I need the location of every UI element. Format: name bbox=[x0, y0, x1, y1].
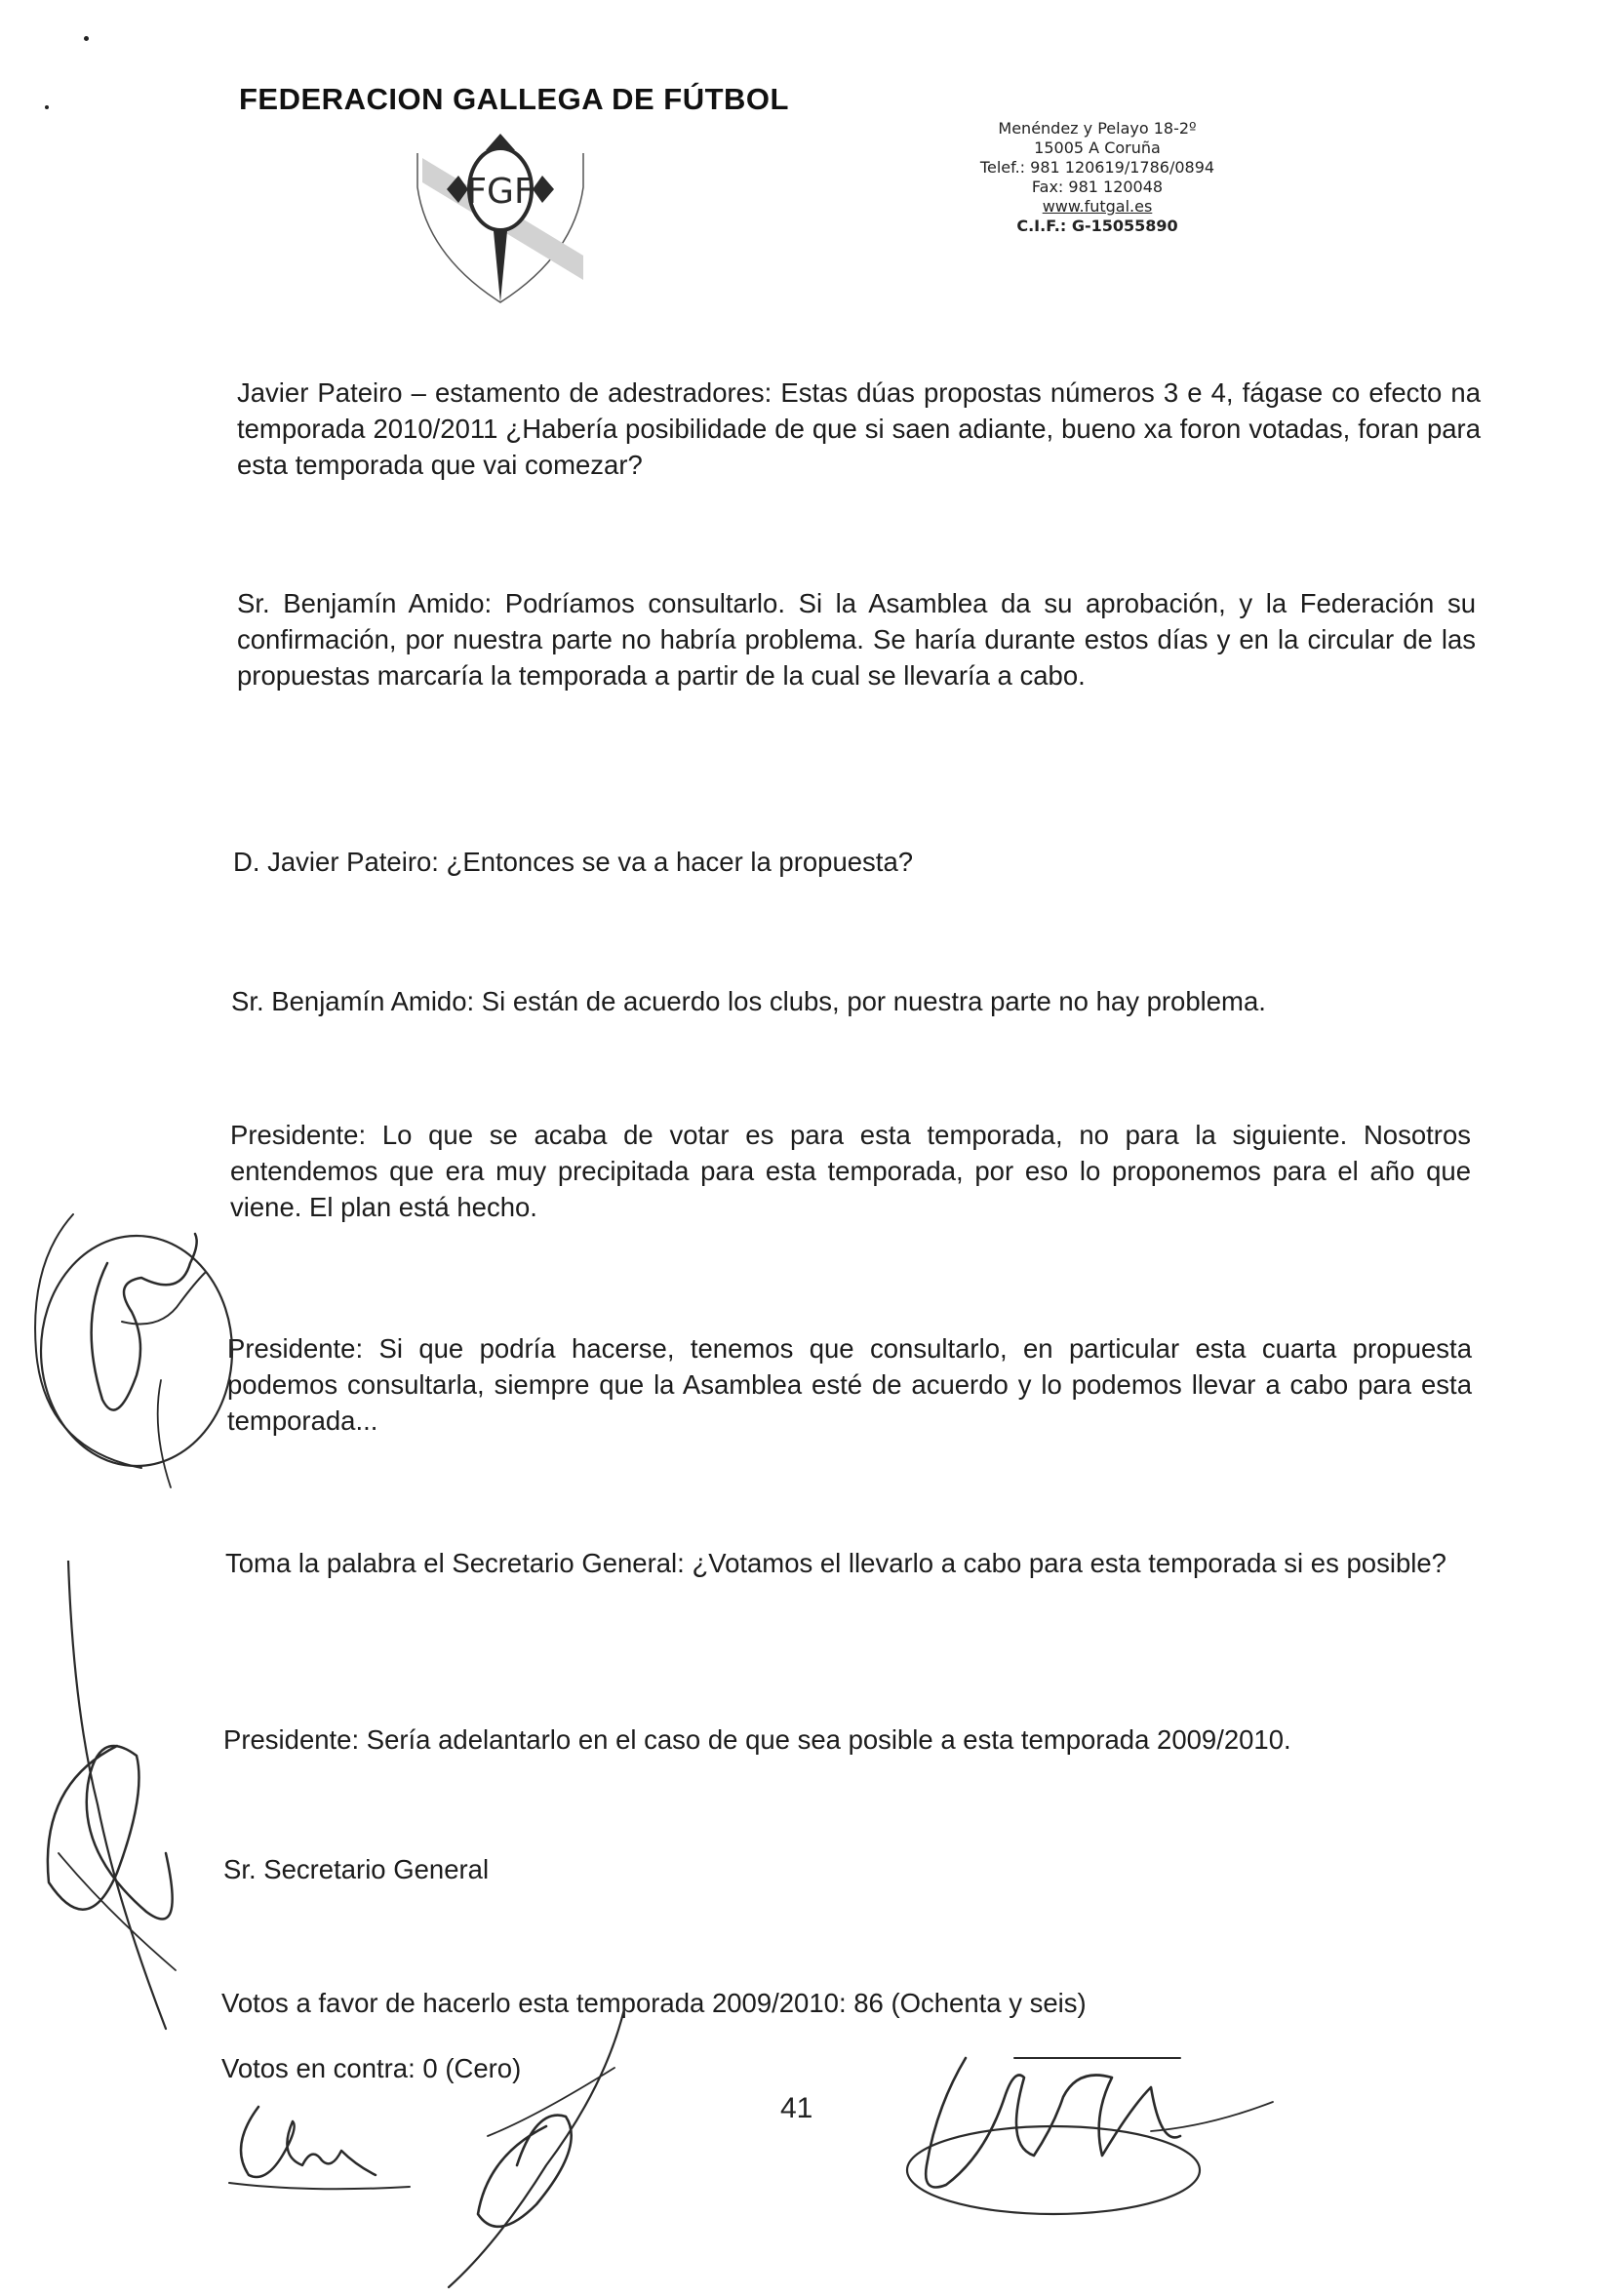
website-link[interactable]: www.futgal.es bbox=[1042, 197, 1153, 216]
margin-mark bbox=[45, 105, 49, 109]
paragraph-pateiro-followup: D. Javier Pateiro: ¿Entonces se va a hacer la propuesta? bbox=[233, 847, 914, 877]
paragraph-secretario-question: Toma la palabra el Secretario General: ¿Votamos el llevarlo a cabo para esta temporada si es posible? bbox=[225, 1548, 1446, 1578]
signature-bottom-left bbox=[219, 2068, 415, 2204]
paragraph-amido-agreement: Sr. Benjamín Amido: Si están de acuerdo los clubs, por nuestra parte no hay problema. bbox=[231, 986, 1266, 1016]
paragraph-presidente-2: Presidente: Si que podría hacerse, tenemos que consultarlo, en particular esta cuarta propuesta podemos consultarla, siempre que la Asamblea esté de acuerdo y lo podemos llevar a cabo para esta temporada... bbox=[227, 1333, 1472, 1436]
address-line: Menéndez y Pelayo 18-2º bbox=[998, 119, 1197, 138]
federation-logo bbox=[408, 129, 593, 304]
paragraph-presidente-3: Presidente: Sería adelantarlo en el caso de que sea posible a esta temporada 2009/2010. bbox=[223, 1724, 1291, 1755]
phone-line: Telef.: 981 120619/1786/0894 bbox=[979, 158, 1215, 177]
fax-line: Fax: 981 120048 bbox=[1031, 178, 1164, 196]
signature-left-circle bbox=[24, 1205, 249, 1507]
page-number: 41 bbox=[780, 2092, 813, 2124]
paragraph-secretario-label: Sr. Secretario General bbox=[223, 1854, 490, 1884]
address-line: 15005 A Coruña bbox=[1034, 139, 1161, 157]
organization-name: FEDERACION GALLEGA DE FÚTBOL bbox=[239, 82, 789, 116]
paragraph-pateiro-question: Javier Pateiro – estamento de adestradores: Estas dúas propostas números 3 e 4, fágase co efecto na temporada 2010/2011 ¿Habería posibilidade de que si saen adiante, bueno xa foron votadas, foran para esta temporada que vai comezar? bbox=[237, 377, 1481, 480]
margin-mark bbox=[84, 36, 89, 41]
votes-in-favor: Votos a favor de hacerlo esta temporada 2009/2010: 86 (Ochenta y seis) bbox=[221, 1988, 1087, 2018]
paragraph-presidente-1: Presidente: Lo que se acaba de votar es para esta temporada, no para la siguiente. Nosotros entendemos que era muy precipitada para esta temporada, por eso lo proponemos para el año que viene. El plan está hecho. bbox=[230, 1120, 1471, 1222]
votes-against: Votos en contra: 0 (Cero) bbox=[221, 2053, 522, 2083]
signature-bottom-center bbox=[429, 2009, 644, 2292]
contact-block bbox=[936, 119, 1258, 236]
paragraph-amido-reply: Sr. Benjamín Amido: Podríamos consultarlo. Si la Asamblea da su aprobación, y la Federación su confirmación, por nuestra parte no habría problema. Se haría durante estos días y en la circular de las propuestas marcaría la temporada a partir de la cual se llevaría a cabo. bbox=[237, 588, 1476, 691]
logo-monogram: FGF bbox=[466, 172, 535, 212]
signature-left-vertical bbox=[29, 1561, 205, 2048]
cif-line: C.I.F.: G-15055890 bbox=[1016, 217, 1178, 235]
signature-bottom-right bbox=[858, 2039, 1278, 2224]
